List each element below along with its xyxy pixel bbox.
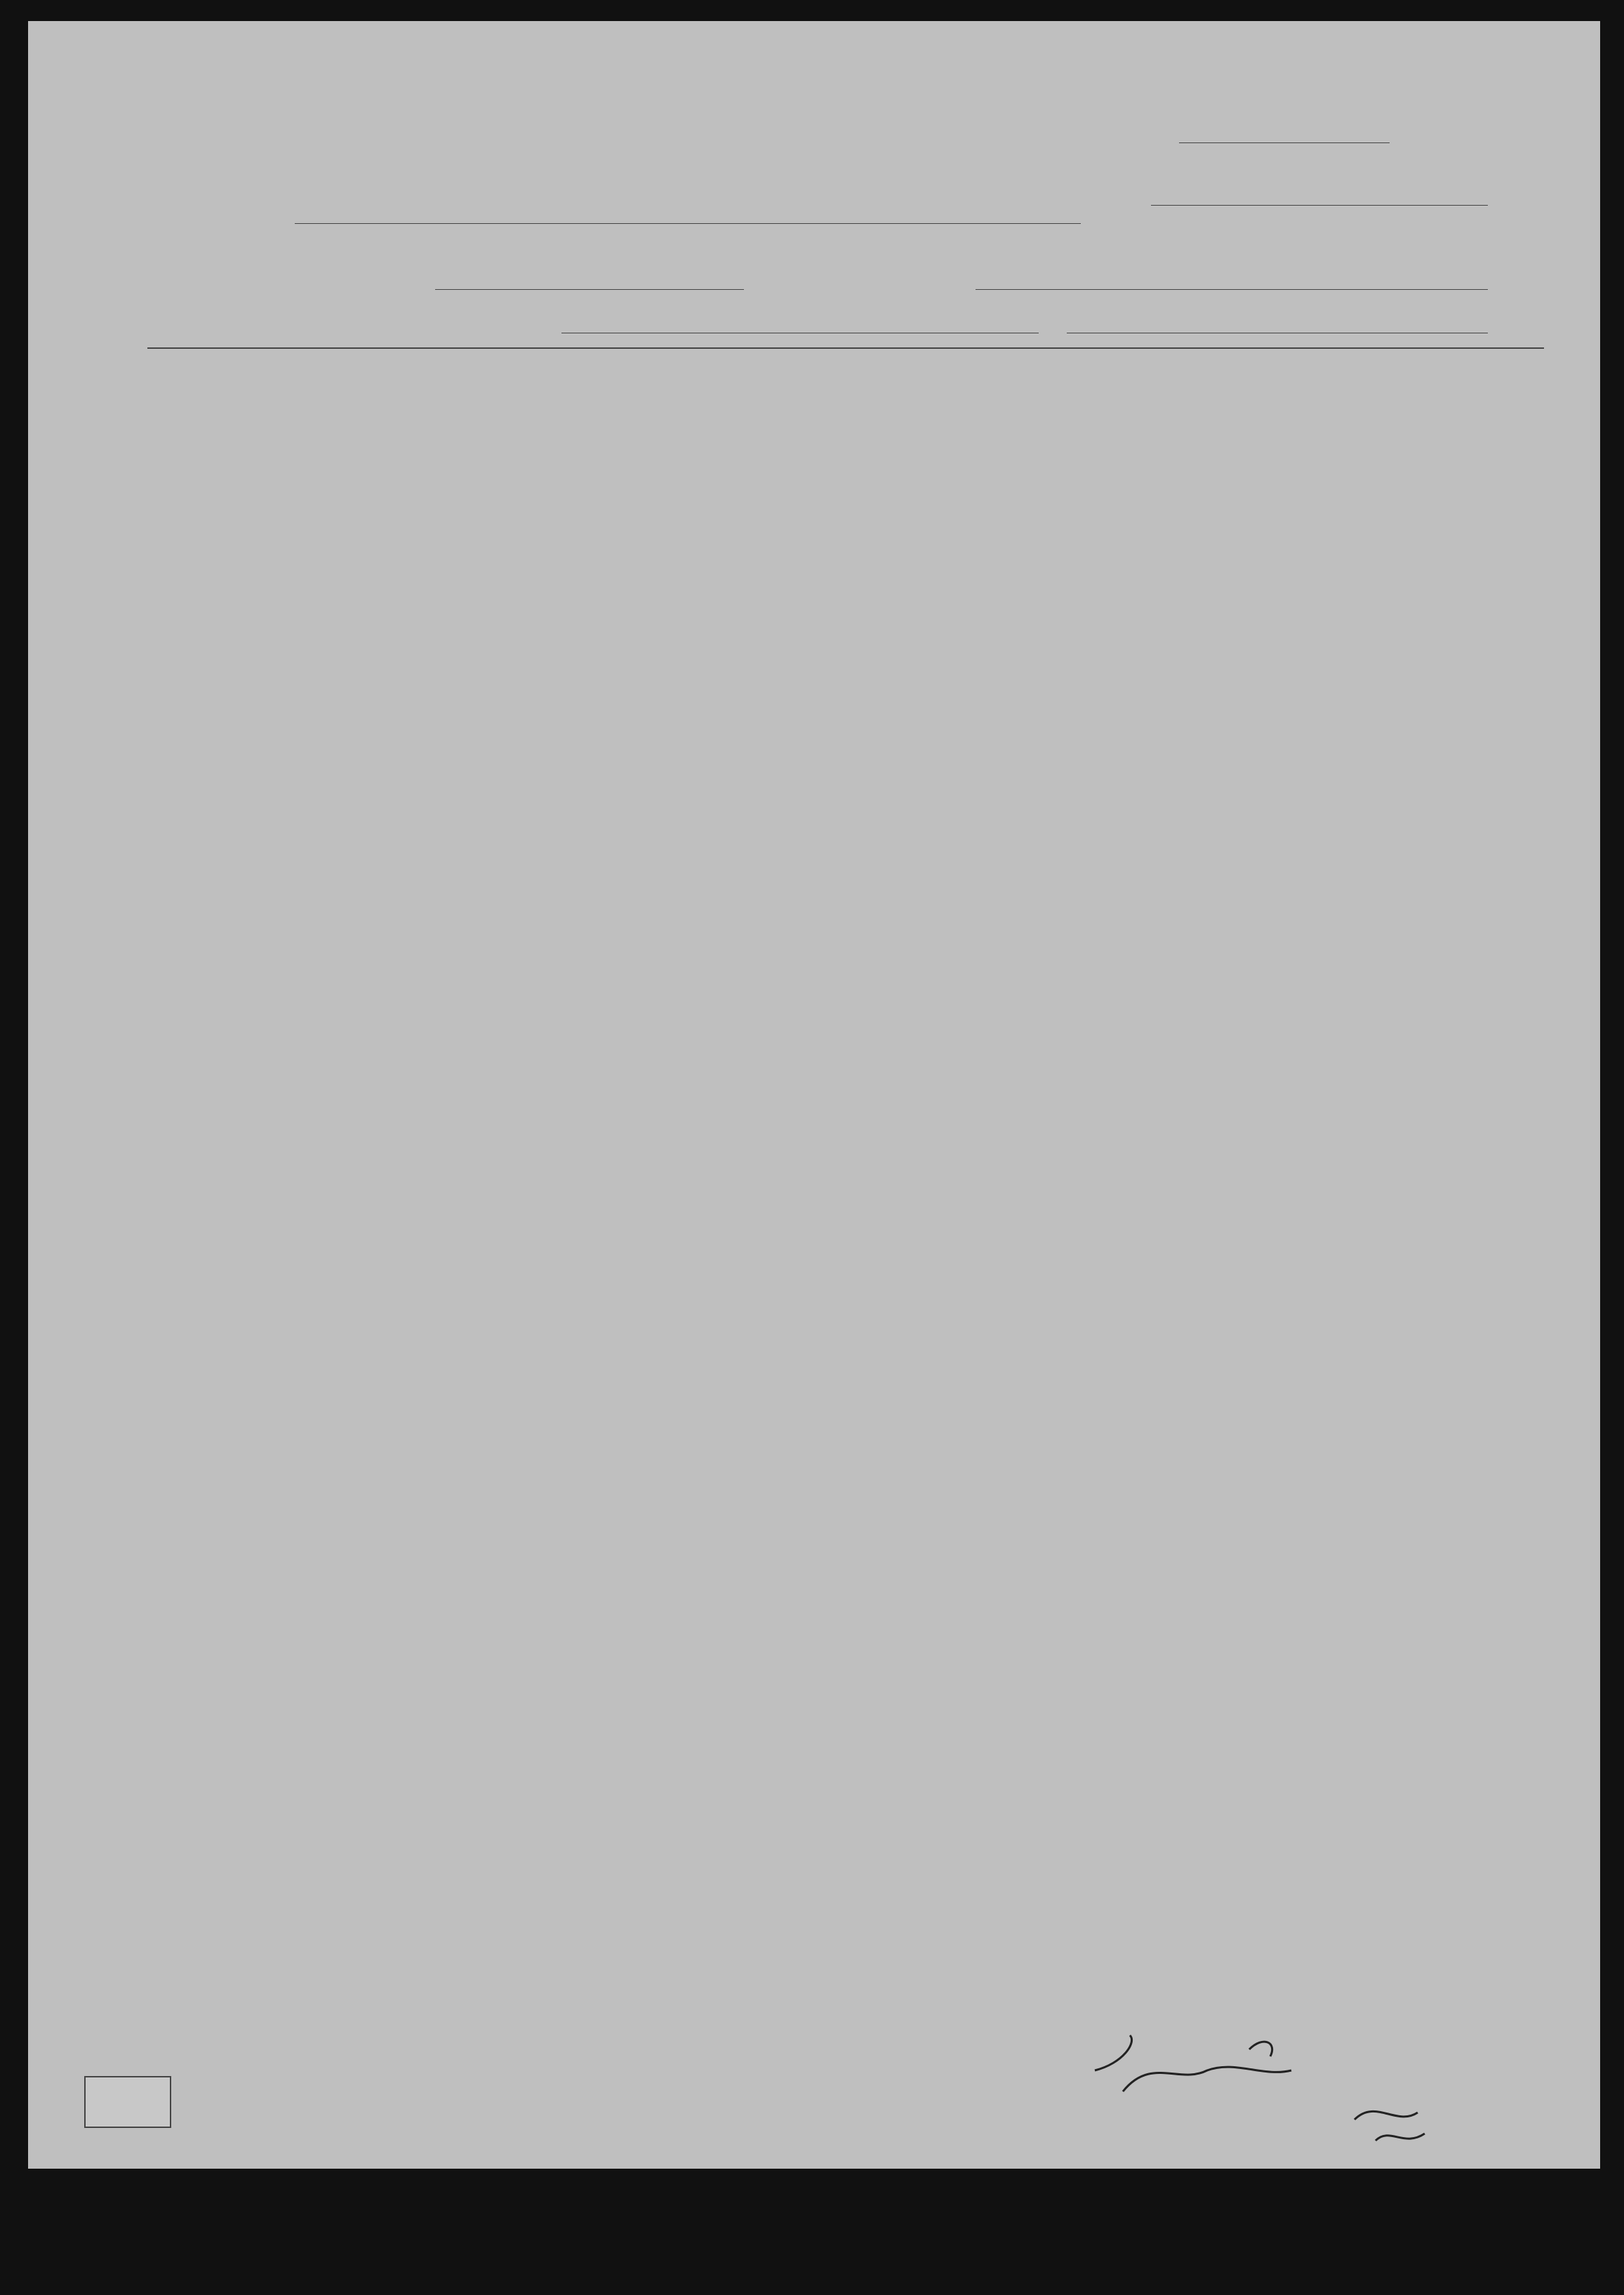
total-box: [84, 2076, 171, 2128]
carrier-line: [295, 223, 1081, 224]
port-line: [976, 289, 1488, 290]
passenger-list-form: [28, 21, 1600, 2169]
date-line: [435, 289, 744, 290]
header-rule: [147, 347, 1544, 349]
inspector-signature-icon: [1081, 2007, 1446, 2169]
class-line: [1151, 205, 1488, 206]
sheet-line: [1179, 142, 1390, 143]
